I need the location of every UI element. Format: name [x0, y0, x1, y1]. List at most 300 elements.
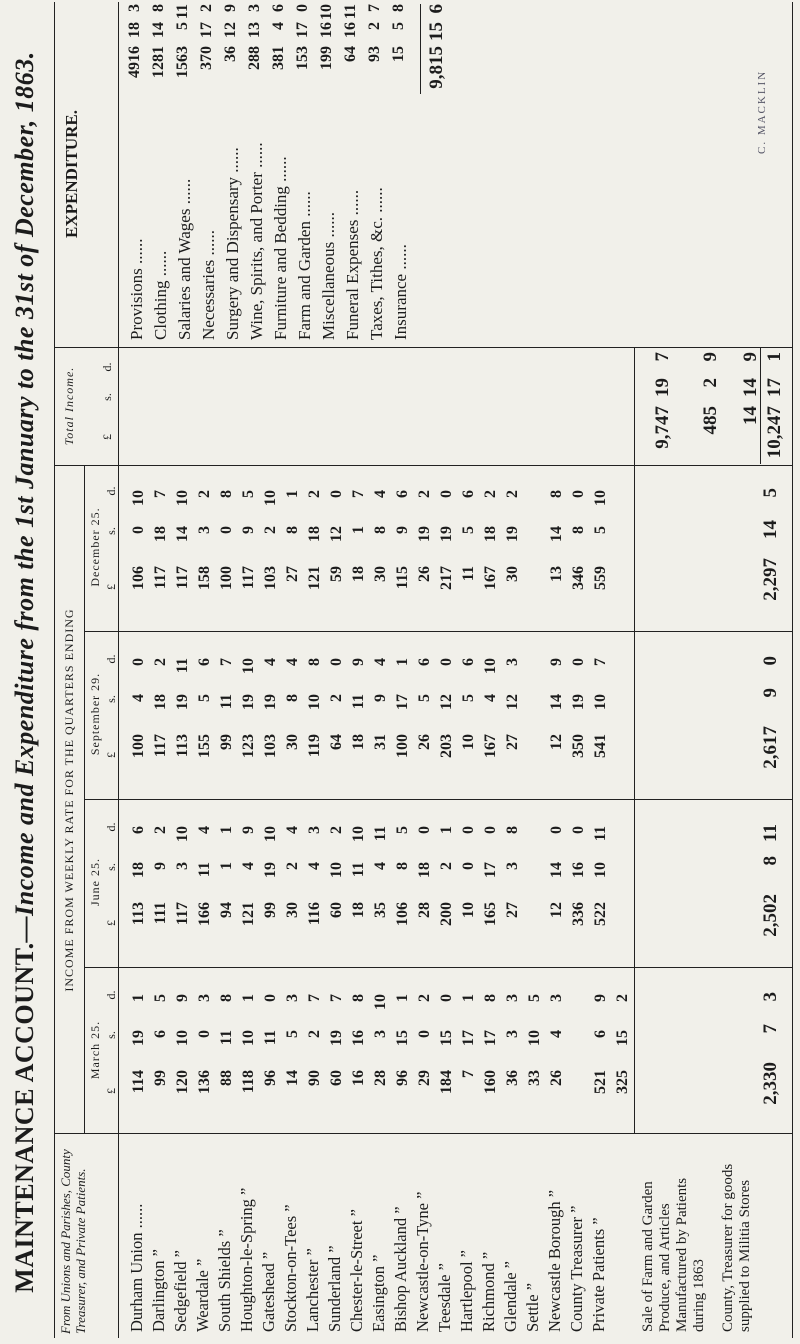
cell-value: 5: [196, 694, 213, 702]
rule-exp-total: [420, 4, 421, 94]
cell-value: 5: [592, 526, 609, 534]
source-name: Glendale: [501, 1272, 520, 1332]
leader-dots: ......: [391, 244, 410, 274]
cell-value: 14: [548, 694, 565, 710]
cell-value: 4: [482, 694, 499, 702]
source-row: [258, 1136, 280, 1332]
cell-value: 8: [482, 994, 499, 1002]
cell-value: 19: [328, 1030, 345, 1046]
cell-value: 19: [130, 1030, 147, 1046]
lsd-header: s.: [104, 863, 118, 871]
cell-value: 28: [416, 902, 433, 918]
cell-value: 9: [152, 862, 169, 870]
source-name: Newcastle-on-Tyne: [413, 1203, 432, 1332]
quarter-total: 2,297: [760, 558, 781, 601]
expenditure-value: 153: [294, 46, 311, 70]
cell-value: 0: [460, 826, 477, 834]
source-row: [412, 1136, 434, 1332]
source-row: [192, 1136, 214, 1332]
cell-value: 9: [394, 526, 411, 534]
expenditure-row: [390, 100, 412, 340]
cell-value: 217: [438, 566, 455, 590]
cell-value: 5: [416, 694, 433, 702]
cell-value: 10: [174, 490, 191, 506]
cell-value: 1: [240, 994, 257, 1002]
source-name: Weardale: [193, 1270, 212, 1332]
cell-value: 121: [306, 566, 323, 590]
cell-value: 8: [570, 526, 587, 534]
ditto-mark: ”: [479, 1251, 498, 1264]
cell-value: 7: [328, 994, 345, 1002]
ditto-mark: ”: [149, 1249, 168, 1261]
rule-top: [54, 2, 55, 1338]
leader-dots: ......: [199, 230, 218, 260]
cell-value: 18: [130, 862, 147, 878]
source-name: Richmond: [479, 1263, 498, 1332]
cell-value: 2: [614, 994, 631, 1002]
cell-value: 5: [460, 694, 477, 702]
cell-value: 26: [416, 734, 433, 750]
expenditure-value: 15: [390, 46, 407, 62]
cell-value: 3: [196, 526, 213, 534]
cell-value: 18: [152, 526, 169, 542]
source-row: [214, 1136, 236, 1332]
cell-value: 160: [482, 1070, 499, 1094]
cell-value: 8: [350, 994, 367, 1002]
ditto-mark: ”: [589, 1217, 608, 1229]
cell-value: 15: [438, 1030, 455, 1046]
cell-value: 6: [196, 658, 213, 666]
total-income-value: 19: [652, 378, 673, 397]
cell-value: 4: [284, 826, 301, 834]
cell-value: 10: [328, 862, 345, 878]
cell-value: 10: [526, 1030, 543, 1046]
expenditure-item: Farm and Garden: [295, 221, 314, 340]
cell-value: 19: [262, 862, 279, 878]
expenditure-item: Taxes, Tithes, &c.: [367, 216, 386, 340]
quarter-total: 9: [760, 688, 781, 698]
cell-value: 7: [592, 658, 609, 666]
expenditure-row: [198, 100, 220, 340]
cell-value: 16: [570, 862, 587, 878]
ditto-mark: ”: [435, 1263, 454, 1275]
cell-value: 10: [482, 658, 499, 674]
cell-value: 36: [504, 1070, 521, 1086]
expenditure-value: 11: [174, 4, 191, 20]
source-name: Houghton-le-Spring: [237, 1199, 256, 1332]
ditto-mark: ”: [457, 1249, 476, 1262]
cell-value: 0: [196, 1030, 213, 1038]
source-name: South Shields: [215, 1240, 234, 1332]
income-header: INCOME FROM WEEKLY RATE FOR THE QUARTERS ENDING: [62, 608, 76, 992]
source-row: [280, 1136, 302, 1332]
cell-value: 0: [438, 658, 455, 666]
cell-value: 7: [306, 994, 323, 1002]
total-income-value: 9: [700, 352, 721, 362]
title-main: MAINTENANCE ACCOUNT.: [10, 942, 39, 1293]
ditto-mark: ”: [523, 1282, 542, 1295]
cell-value: 94: [218, 902, 235, 918]
cell-value: 88: [218, 1070, 235, 1086]
cell-value: 2: [328, 826, 345, 834]
cell-value: 100: [130, 734, 147, 758]
expenditure-total: 6: [426, 4, 447, 14]
cell-value: 18: [152, 694, 169, 710]
quarter-september: September 29.: [88, 672, 102, 756]
cell-value: 111: [152, 902, 169, 925]
cell-value: 1: [394, 994, 411, 1002]
cell-value: 11: [218, 1030, 235, 1046]
expenditure-total: 15: [426, 22, 447, 41]
cell-value: 15: [394, 1030, 411, 1046]
cell-value: 0: [416, 1030, 433, 1038]
cell-value: 123: [240, 734, 257, 758]
vrule-sources: [54, 1133, 792, 1134]
expenditure-value: 288: [246, 46, 263, 70]
cell-value: 12: [328, 526, 345, 542]
cell-value: 14: [284, 1070, 301, 1086]
cell-value: 0: [130, 658, 147, 666]
source-row: [126, 1136, 148, 1332]
cell-value: 0: [130, 526, 147, 534]
cell-value: 3: [504, 862, 521, 870]
cell-value: 1: [218, 862, 235, 870]
cell-value: 117: [174, 566, 191, 590]
cell-value: 12: [438, 694, 455, 710]
source-name: Stockton-on-Tees: [281, 1215, 300, 1332]
cell-value: 10: [174, 1030, 191, 1046]
ditto-mark: ”: [413, 1191, 432, 1204]
ditto-mark: ”: [171, 1249, 190, 1262]
cell-value: 3: [504, 994, 521, 1002]
expenditure-item: Salaries and Wages: [175, 208, 194, 340]
cell-value: 18: [350, 566, 367, 582]
cell-value: 10: [460, 734, 477, 750]
cell-value: 1: [350, 526, 367, 534]
expenditure-value: 1563: [174, 46, 191, 78]
source-row: [544, 1136, 566, 1332]
cell-value: 10: [262, 490, 279, 506]
cell-value: 541: [592, 734, 609, 758]
cell-value: 11: [196, 862, 213, 878]
expenditure-item: Clothing: [151, 280, 170, 340]
cell-value: 18: [482, 526, 499, 542]
total-income-value: 485: [700, 406, 721, 435]
cell-value: 113: [174, 734, 191, 758]
expenditure-value: 16: [342, 22, 359, 38]
quarter-total: 14: [760, 520, 781, 539]
cell-value: 3: [306, 826, 323, 834]
quarter-total: 2,502: [760, 894, 781, 937]
title-subtitle: —Income and Expenditure from the 1st January to the 31st of December, 1863.: [10, 51, 39, 943]
lsd-header: £: [100, 434, 114, 440]
cell-value: 158: [196, 566, 213, 590]
source-name: County Treasurer: [567, 1216, 586, 1332]
lsd-header: £: [104, 584, 118, 590]
cell-value: 8: [218, 490, 235, 498]
source-name: Darlington: [149, 1260, 168, 1332]
source-row: [346, 1136, 368, 1332]
cell-value: 99: [152, 1070, 169, 1086]
cell-value: 3: [504, 1030, 521, 1038]
expenditure-value: 14: [150, 22, 167, 38]
cell-value: 9: [372, 694, 389, 702]
cell-value: 17: [482, 1030, 499, 1046]
source-row: [434, 1136, 456, 1332]
expenditure-value: 3: [246, 4, 263, 12]
cell-value: 96: [262, 1070, 279, 1086]
ditto-mark: ”: [347, 1209, 366, 1221]
cell-value: 114: [130, 1070, 147, 1094]
leader-dots: ......: [343, 189, 362, 220]
source-name: Lanchester: [303, 1259, 322, 1332]
cell-value: 4: [306, 862, 323, 870]
cell-value: 8: [284, 526, 301, 534]
vrule-q1: [84, 967, 792, 968]
cell-value: 106: [130, 566, 147, 590]
cell-value: 5: [152, 994, 169, 1002]
cell-value: 9: [592, 994, 609, 1002]
source-name: Durham Union: [127, 1232, 146, 1332]
cell-value: 167: [482, 734, 499, 758]
expenditure-row: [294, 100, 316, 340]
cell-value: 2: [306, 490, 323, 498]
source-name: Sedgefield: [171, 1261, 190, 1332]
rule-total-income: [760, 348, 761, 464]
expenditure-value: 93: [366, 46, 383, 62]
cell-value: 166: [196, 902, 213, 926]
cell-value: 0: [218, 526, 235, 534]
cell-value: 6: [416, 658, 433, 666]
expenditure-value: 64: [342, 46, 359, 62]
quarter-total: 2,617: [760, 726, 781, 769]
lsd-header: s.: [100, 393, 114, 401]
cell-value: 9: [240, 826, 257, 834]
ditto-mark: ”: [259, 1251, 278, 1264]
cell-value: 60: [328, 1070, 345, 1086]
document-title: [10, 0, 40, 1344]
expenditure-value: 8: [150, 4, 167, 12]
quarter-december: December 25.: [88, 507, 102, 587]
cell-value: 3: [174, 862, 191, 870]
lsd-header: d.: [104, 486, 118, 496]
cell-value: 5: [394, 826, 411, 834]
cell-value: 4: [262, 658, 279, 666]
cell-value: 6: [152, 1030, 169, 1038]
cell-value: 11: [174, 658, 191, 674]
expenditure-item: Wine, Spirits, and Porter: [247, 172, 266, 340]
cell-value: 7: [218, 658, 235, 666]
cell-value: 117: [240, 566, 257, 590]
expenditure-value: 1281: [150, 46, 167, 78]
expenditure-value: 10: [318, 4, 335, 20]
expenditure-value: 4: [270, 22, 287, 30]
total-income-value: 10,247: [764, 406, 785, 459]
cell-value: 11: [350, 862, 367, 878]
quarter-total: 11: [760, 824, 781, 842]
leader-dots: ......: [271, 156, 290, 187]
rule-quarters: [84, 466, 85, 1134]
lsd-header: s.: [104, 1031, 118, 1039]
cell-value: 1: [284, 490, 301, 498]
cell-value: 2: [504, 490, 521, 498]
cell-value: 60: [328, 902, 345, 918]
cell-value: 2: [262, 526, 279, 534]
cell-value: 5: [284, 1030, 301, 1038]
total-income-value: 14: [740, 406, 761, 425]
cell-value: 14: [174, 526, 191, 542]
cell-value: 8: [394, 862, 411, 870]
cell-value: 18: [350, 734, 367, 750]
cell-value: 0: [438, 490, 455, 498]
expenditure-row: [150, 100, 172, 340]
source-row: [324, 1136, 346, 1332]
source-name: Hartlepool: [457, 1261, 476, 1332]
cell-value: 59: [328, 566, 345, 582]
source-name: Easington: [369, 1266, 388, 1332]
cell-value: 522: [592, 902, 609, 926]
cell-value: 7: [152, 490, 169, 498]
source-row: [456, 1136, 478, 1332]
cell-value: 27: [284, 566, 301, 582]
cell-value: 0: [482, 826, 499, 834]
cell-value: 8: [306, 658, 323, 666]
cell-value: 17: [460, 1030, 477, 1046]
source-caption: From Unions and Parishes, County Treasurer, and Private Patients.: [58, 1149, 88, 1334]
cell-value: 18: [416, 862, 433, 878]
vrule-q4: [54, 465, 792, 466]
expenditure-value: 0: [294, 4, 311, 12]
expenditure-item: Furniture and Bedding: [271, 186, 290, 340]
source-row: [522, 1136, 544, 1332]
cell-value: 19: [416, 526, 433, 542]
cell-value: 11: [262, 1030, 279, 1046]
quarter-total: 0: [760, 656, 781, 666]
cell-value: 14: [548, 862, 565, 878]
cell-value: 19: [174, 694, 191, 710]
cell-value: 6: [592, 1030, 609, 1038]
cell-value: 0: [262, 994, 279, 1002]
ditto-mark: ”: [391, 1206, 410, 1218]
cell-value: 99: [218, 734, 235, 750]
cell-value: 2: [152, 826, 169, 834]
expenditure-value: 17: [198, 22, 215, 38]
cell-value: 2: [328, 694, 345, 702]
source-name: Newcastle Borough: [545, 1201, 564, 1332]
expenditure-list: [126, 100, 414, 340]
quarter-total: 7: [760, 1024, 781, 1034]
cell-value: 0: [438, 994, 455, 1002]
margin-stamp: C. MACKLIN: [756, 69, 768, 154]
cell-value: 27: [504, 902, 521, 918]
cell-value: 117: [152, 566, 169, 590]
cell-value: 5: [240, 490, 257, 498]
source-list: [126, 1136, 610, 1332]
vrule-q3: [84, 631, 792, 632]
cell-value: 8: [218, 994, 235, 1002]
cell-value: 4: [372, 658, 389, 666]
cell-value: 350: [570, 734, 587, 758]
cell-value: 2: [482, 490, 499, 498]
cell-value: 3: [284, 994, 301, 1002]
cell-value: 17: [482, 862, 499, 878]
cell-value: 203: [438, 734, 455, 758]
lsd-header: s.: [104, 527, 118, 535]
cell-value: 64: [328, 734, 345, 750]
cell-value: 8: [284, 694, 301, 702]
leader-dots: ......: [175, 178, 194, 209]
cell-value: 325: [614, 1070, 631, 1094]
cell-value: 16: [350, 1070, 367, 1086]
rule-bottom: [792, 2, 793, 1338]
cell-value: 1: [438, 826, 455, 834]
source-name: Bishop Auckland: [391, 1217, 410, 1332]
cell-value: 18: [306, 526, 323, 542]
cell-value: 19: [240, 694, 257, 710]
total-income-value: 7: [652, 352, 673, 362]
lsd-header: d.: [100, 362, 114, 372]
cell-value: 6: [394, 490, 411, 498]
cell-value: 5: [460, 526, 477, 534]
vrule-total: [54, 347, 792, 348]
cell-value: 0: [328, 658, 345, 666]
ditto-mark: ”: [303, 1248, 322, 1260]
cell-value: 9: [240, 526, 257, 534]
cell-value: 10: [174, 826, 191, 842]
cell-value: 26: [548, 1070, 565, 1086]
cell-value: 7: [350, 490, 367, 498]
expenditure-value: 370: [198, 46, 215, 70]
lsd-header: £: [104, 752, 118, 758]
cell-value: 117: [174, 902, 191, 926]
cell-value: 165: [482, 902, 499, 926]
expenditure-value: 17: [294, 22, 311, 38]
leader-dots: ......: [127, 238, 146, 269]
expenditure-item: Necessaries: [199, 259, 218, 340]
cell-value: 6: [130, 826, 147, 834]
cell-value: 17: [394, 694, 411, 710]
cell-value: 100: [218, 566, 235, 590]
lsd-header: d.: [104, 822, 118, 832]
expenditure-row: [366, 100, 388, 340]
cell-value: 8: [372, 526, 389, 534]
cell-value: 30: [284, 734, 301, 750]
cell-value: 10: [240, 658, 257, 674]
ditto-mark: ”: [215, 1229, 234, 1241]
cell-value: 12: [504, 694, 521, 710]
expenditure-value: 7: [366, 4, 383, 12]
cell-value: 19: [262, 694, 279, 710]
cell-value: 11: [592, 826, 609, 842]
cell-value: 120: [174, 1070, 191, 1094]
cell-value: 8: [548, 490, 565, 498]
expenditure-value: 2: [366, 22, 383, 30]
cell-value: 1: [460, 994, 477, 1002]
leader-dots: ......: [151, 250, 170, 281]
leader-dots: ......: [247, 142, 266, 173]
cell-value: 10: [460, 902, 477, 918]
cell-value: 27: [504, 734, 521, 750]
cell-value: 11: [460, 566, 477, 582]
cell-value: 3: [372, 1030, 389, 1038]
cell-value: 4: [196, 826, 213, 834]
ditto-mark: ”: [501, 1260, 520, 1273]
cell-value: 115: [394, 566, 411, 590]
cell-value: 0: [570, 826, 587, 834]
cell-value: 3: [548, 994, 565, 1002]
cell-value: 155: [196, 734, 213, 758]
cell-value: 200: [438, 902, 455, 926]
